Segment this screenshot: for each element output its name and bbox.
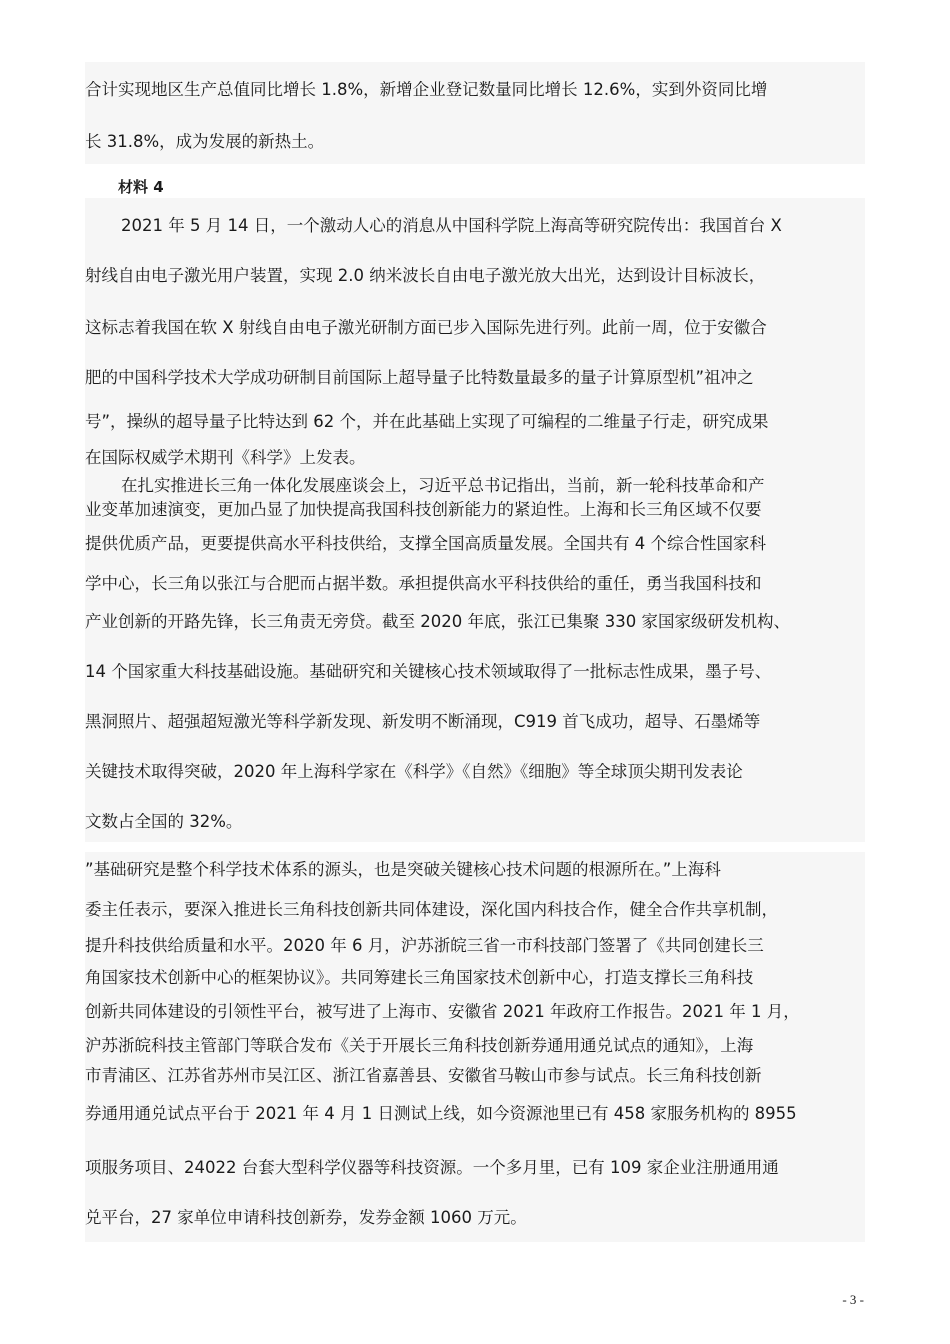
para1-line-4: 肥的中国科学技术大学成功研制目前国际上超导量子比特数量最多的量子计算原型机”祖冲之 — [85, 368, 754, 387]
para1-line-6: 在国际权威学术期刊《科学》上发表。 — [85, 448, 366, 467]
paragraph-3 — [85, 852, 865, 1242]
para3-line-5: 创新共同体建设的引领性平台，被写进了上海市、安徽省 2021 年政府工作报告。2021 年 1 月， — [85, 1002, 800, 1021]
para2-line-3: 提供优质产品，更要提供高水平科技供给，支撑全国高质量发展。全国共有 4 个综合性国家科 — [85, 534, 766, 553]
para2-line-9: 文数占全国的 32%。 — [85, 812, 243, 831]
intro-line-1: 合计实现地区生产总值同比增长 1.8%，新增企业登记数量同比增长 12.6%，实到外资同比增 — [85, 80, 768, 99]
para2-line-6: 14 个国家重大科技基础设施。基础研究和关键核心技术领域取得了一批标志性成果，墨子号、 — [85, 662, 772, 681]
para2-line-4: 学中心，长三角以张江与合肥而占据半数。承担提供高水平科技供给的重任，勇当我国科技和 — [85, 574, 762, 593]
para3-line-8: 券通用通兑试点平台于 2021 年 4 月 1 日测试上线，如今资源池里已有 458 家服务机构的 8955 — [85, 1104, 797, 1123]
para2-line-1: 在扎实推进长三角一体化发展座谈会上，习近平总书记指出，当前，新一轮科技革命和产 — [121, 476, 765, 495]
para3-line-4: 角国家技术创新中心的框架协议》。共同筹建长三角国家技术创新中心，打造支撑长三角科技 — [85, 968, 754, 987]
material-label: 材料 4 — [118, 178, 164, 196]
para3-line-9: 项服务项目、24022 台套大型科学仪器等科技资源。一个多月里，已有 109 家企业注册通用通 — [85, 1158, 779, 1177]
para1-line-3: 这标志着我国在软 X 射线自由电子激光研制方面已步入国际先进行列。此前一周，位于安徽合 — [85, 318, 767, 337]
intro-block — [85, 62, 865, 164]
para1-line-1: 2021 年 5 月 14 日，一个激动人心的消息从中国科学院上海高等研究院传出：我国首台 X — [121, 216, 782, 235]
para2-line-5: 产业创新的开路先锋，长三角责无旁贷。截至 2020 年底，张江已集聚 330 家国家级研发机构、 — [85, 612, 790, 631]
para2-line-2: 业变革加速演变，更加凸显了加快提高我国科技创新能力的紧迫性。上海和长三角区域不仅要 — [85, 500, 762, 519]
para2-line-8: 关键技术取得突破，2020 年上海科学家在《科学》《自然》《细胞》等全球顶尖期刊发表论 — [85, 762, 743, 781]
para3-line-7: 市青浦区、江苏省苏州市吴江区、浙江省嘉善县、安徽省马鞍山市参与试点。长三角科技创新 — [85, 1066, 762, 1085]
intro-line-2: 长 31.8%，成为发展的新热土。 — [85, 132, 325, 151]
para1-line-5: 号”，操纵的超导量子比特达到 62 个，并在此基础上实现了可编程的二维量子行走，研究成果 — [85, 412, 769, 431]
paragraph-1 — [85, 198, 865, 472]
para3-line-10: 兑平台，27 家单位申请科技创新券，发券金额 1060 万元。 — [85, 1208, 527, 1227]
para3-line-1: ”基础研究是整个科学技术体系的源头，也是突破关键核心技术问题的根源所在。”上海科 — [85, 860, 721, 879]
paragraph-2 — [85, 472, 865, 842]
para1-line-2: 射线自由电子激光用户装置，实现 2.0 纳米波长自由电子激光放大出光，达到设计目标波长， — [85, 266, 766, 285]
page-number: - 3 - — [842, 1292, 864, 1307]
para3-line-3: 提升科技供给质量和水平。2020 年 6 月，沪苏浙皖三省一市科技部门签署了《共同创建长三 — [85, 936, 764, 955]
para3-line-2: 委主任表示，要深入推进长三角科技创新共同体建设，深化国内科技合作，健全合作共享机制， — [85, 900, 778, 919]
para2-line-7: 黑洞照片、超强超短激光等科学新发现、新发明不断涌现，C919 首飞成功，超导、石墨烯等 — [85, 712, 761, 731]
para3-line-6: 沪苏浙皖科技主管部门等联合发布《关于开展长三角科技创新券通用通兑试点的通知》，上海 — [85, 1036, 754, 1055]
